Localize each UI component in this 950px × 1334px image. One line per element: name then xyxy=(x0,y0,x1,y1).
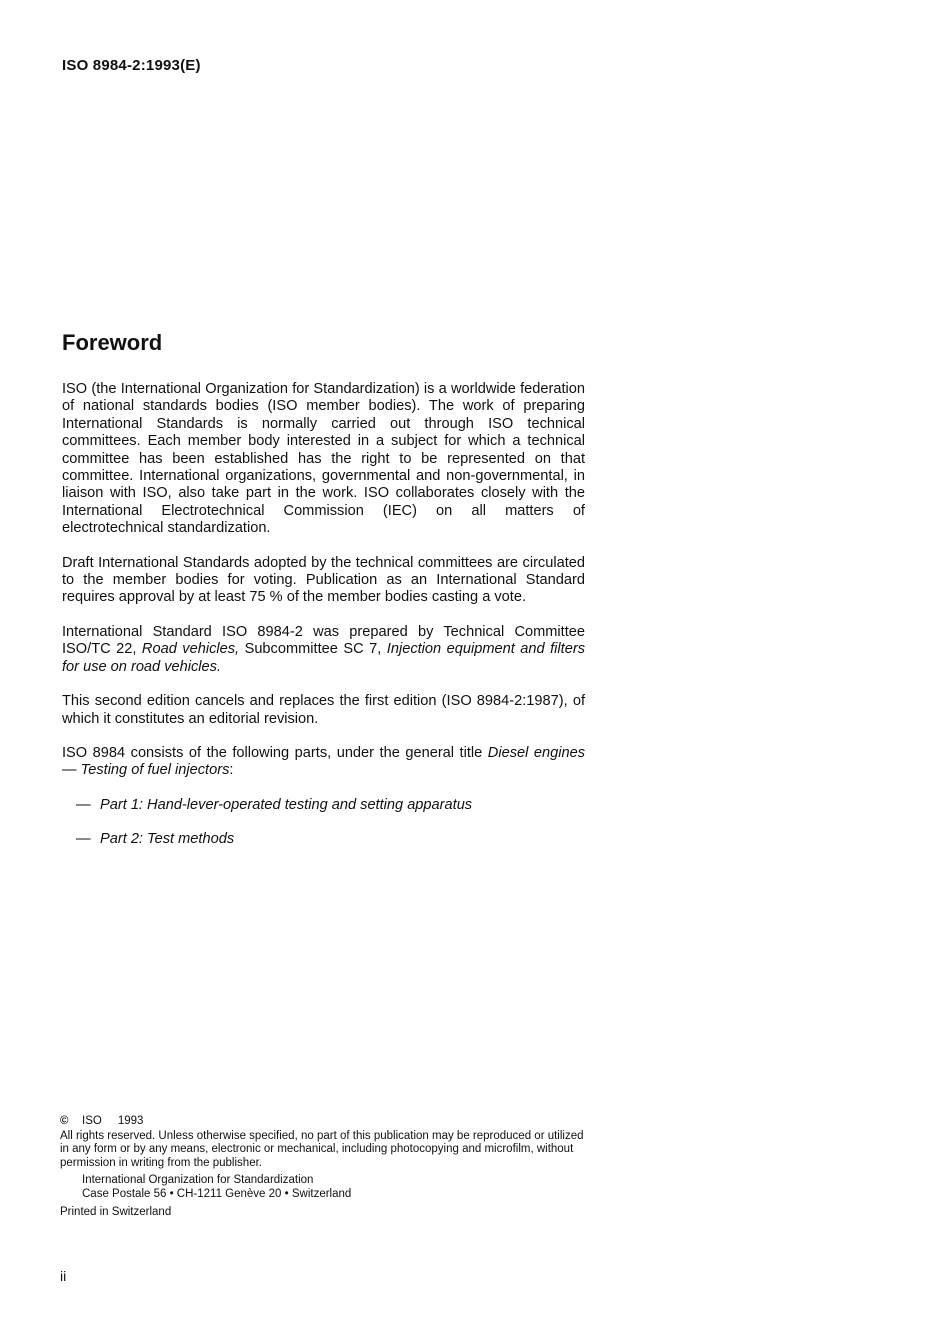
p3-text-a: International Standard ISO 8984-2 was prepared by Technical Committee ISO/TC 22, xyxy=(62,623,585,658)
foreword-paragraph-1: ISO (the International Organization for Standardization) is a worldwide federation of national standards bodies (ISO member bodies). The work of preparing International Standards is normally carried out through ISO technical committees. Each member body interested in a subject for which a technical committee has been established has the right to be represented on that committee. International organizations, governmental and non-governmental, in liaison with ISO, also take part in the work. ISO collaborates closely with the International Electrotechnical Commission (IEC) on all matters of electrotechnical standardization. xyxy=(62,381,585,537)
publisher-address xyxy=(60,1174,590,1201)
p3-subcommittee-title: Injection equipment and filters for use on road vehicles. xyxy=(62,641,585,675)
copyright-year: 1993 xyxy=(117,1115,144,1127)
printed-in: Printed in Switzerland xyxy=(60,1205,172,1218)
p3-committee-title: Road vehicles, xyxy=(141,641,240,658)
foreword-paragraph-2: Draft International Standards adopted by the technical committees are circulated to the member bodies for voting. Publication as an International Standard requires approval by at least 75 % of the member bodies casting a vote. xyxy=(62,554,585,606)
publisher-name: International Organization for Standardization xyxy=(82,1174,314,1187)
list-dash: — xyxy=(76,796,91,813)
page-number: ii xyxy=(60,1268,67,1284)
list-item xyxy=(62,831,585,848)
rights-statement: All rights reserved. Unless otherwise specified, no part of this publication may be reproduced or utilized in any form or by any means, electronic or mechanical, including photocopying and microfilm, without permission in writing from the publisher. xyxy=(60,1129,584,1169)
p5-general-title: Diesel engines — Testing of fuel injectors xyxy=(62,744,585,779)
copyright-notice xyxy=(60,1115,590,1219)
foreword-body xyxy=(62,381,585,866)
copyright-line xyxy=(60,1115,590,1129)
copyright-icon: © xyxy=(60,1115,69,1127)
part-title: Part 2: Test methods xyxy=(100,831,235,848)
publisher-postal: Case Postale 56 • CH-1211 Genève 20 • Switzerland xyxy=(82,1187,352,1200)
part-title: Part 1: Hand-lever-operated testing and setting apparatus xyxy=(100,796,473,813)
document-id-header: ISO 8984-2:1993(E) xyxy=(62,57,201,74)
foreword-paragraph-4: This second edition cancels and replaces the first edition (ISO 8984-2:1987), of which it constitutes an editorial revision. xyxy=(62,693,585,727)
copyright-owner: ISO xyxy=(82,1115,102,1127)
foreword-paragraph-5 xyxy=(62,745,585,780)
foreword-paragraph-3 xyxy=(62,624,585,676)
p5-text-c: : xyxy=(229,762,234,779)
p5-text-a: ISO 8984 consists of the following parts, under the general title xyxy=(62,744,488,761)
list-dash: — xyxy=(76,831,91,848)
foreword-title: Foreword xyxy=(62,330,163,355)
p3-text-c: Subcommittee SC 7, xyxy=(239,641,387,658)
list-item xyxy=(62,797,585,814)
